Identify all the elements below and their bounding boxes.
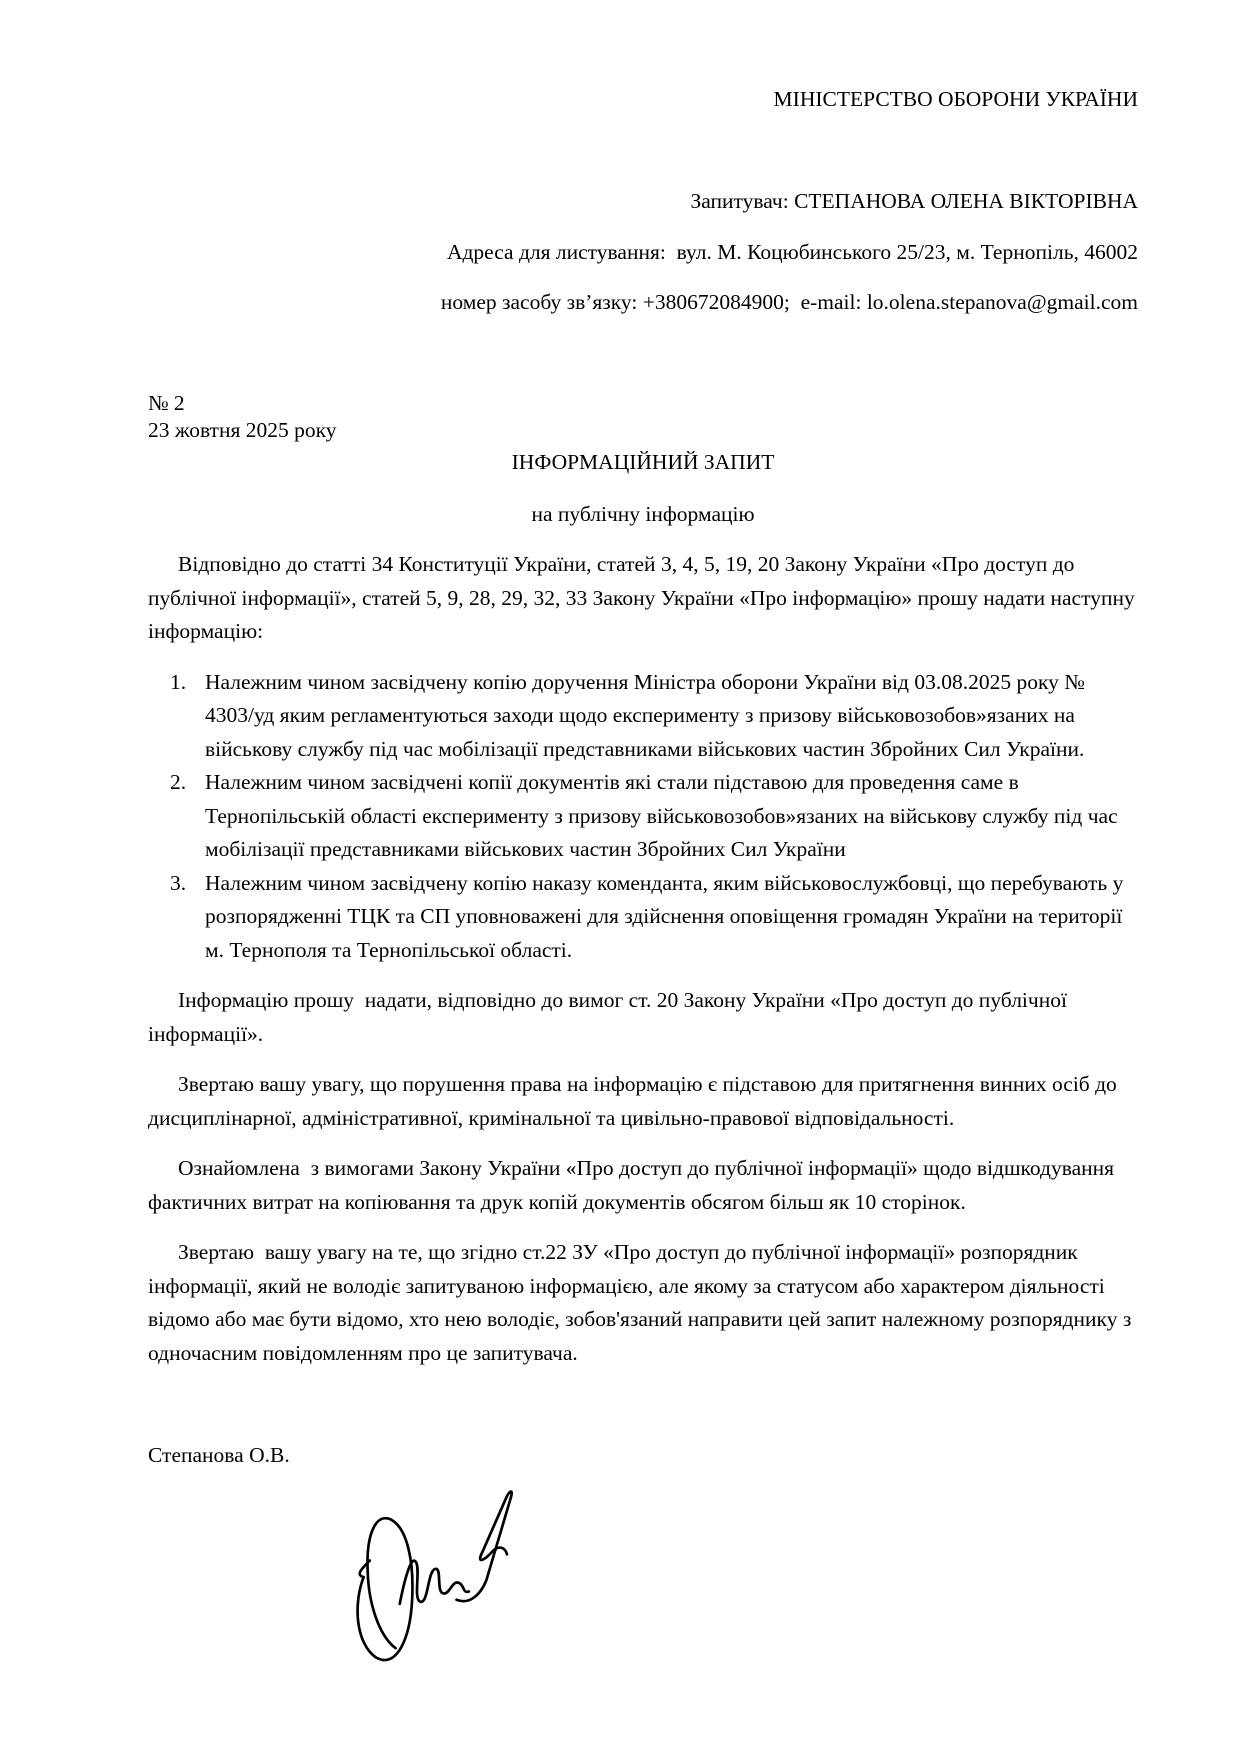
paragraph-warning: Звертаю вашу увагу, що порушення права на інформацію є підставою для притягнення винних осіб до дисциплінарної, адміністративної, кримінальної та цивільно-правової відповідальності. (148, 1072, 1123, 1130)
mailing-address-line: Адреса для листування: вул. М. Коцюбинського 25/23, м. Тернопіль, 46002 (446, 240, 1138, 264)
list-item (148, 867, 1138, 968)
list-item-number: 2. (170, 770, 187, 794)
request-list (148, 666, 1138, 968)
reference-date: 23 жовтня 2025 року (148, 418, 337, 442)
reference-block (148, 390, 1138, 444)
ministry-header: МІНІСТЕРСТВО ОБОРОНИ УКРАЇНИ (773, 87, 1138, 111)
list-item (148, 766, 1138, 867)
list-item-text: Належним чином засвідчену копію доручення Міністра оборони України від 03.08.2025 року № 4303/уд яким регламентуються заходи щодо експерименту з призову військовозобов»язаних на військову службу під час мобілізації представниками військових частин Збройних Сил України. (205, 669, 1091, 761)
document-subtitle: на публічну інформацію (531, 501, 755, 526)
list-item-text: Належним чином засвідчені копії документів які стали підставою для проведення саме в Тернопільській області експерименту з призову військовозобов»язаних на військову службу під час мобілізації представниками військових частин Збройних Сил України (205, 770, 1123, 861)
handwritten-signature-icon (352, 1478, 530, 1674)
signature-stroke-flourish (456, 1491, 511, 1601)
list-item-text: Належним чином засвідчену копію наказу коменданта, яким військовослужбовці, що перебувають у розпорядженні ТЦК та СП уповноважені для здійснення оповіщення громадян України на території м. Тернополя та Тернопільської області. (205, 870, 1129, 962)
paragraph-delivery: Інформацію прошу надати, відповідно до вимог ст. 20 Закону України «Про доступ до публічної інформації». (148, 988, 1073, 1046)
intro-paragraph: Відповідно до статті 34 Конституції України, статей 3, 4, 5, 19, 20 Закону України «Про доступ до публічної інформації», статей 5, 9, 28, 29, 32, 33 Закону України «Про інформацію» прошу надати наступну інформацію: (148, 552, 1141, 643)
list-item (148, 666, 1138, 767)
list-item-number: 1. (170, 669, 187, 694)
signature-stroke-letters (400, 1561, 469, 1604)
list-item-number: 3. (170, 870, 187, 895)
requester-line: Запитувач: СТЕПАНОВА ОЛЕНА ВІКТОРІВНА (690, 188, 1138, 213)
document-title: ІНФОРМАЦІЙНИЙ ЗАПИТ (511, 450, 775, 474)
reference-number: № 2 (148, 391, 185, 415)
paragraph-acknowledgement: Ознайомлена з вимогами Закону України «Про доступ до публічної інформації» щодо відшкодування фактичних витрат на копіювання та друк копій документів обсягом більш як 10 сторінок. (148, 1156, 1120, 1214)
paragraph-forwarding: Звертаю вашу увагу на те, що згідно ст.22 ЗУ «Про доступ до публічної інформації» розпорядник інформації, який не володіє запитуваною інформацією, але якому за статусом або характером діяльності відомо або має бути відомо, хто нею володіє, зобов'язаний направити цей запит належному розпоряднику з одночасним повідомленням про це запитувача. (148, 1240, 1137, 1365)
contact-line: номер засобу зв’язку: +380672084900; e-mail: lo.olena.stepanova@gmail.com (440, 289, 1138, 314)
signer-name: Степанова О.В. (148, 1443, 290, 1467)
